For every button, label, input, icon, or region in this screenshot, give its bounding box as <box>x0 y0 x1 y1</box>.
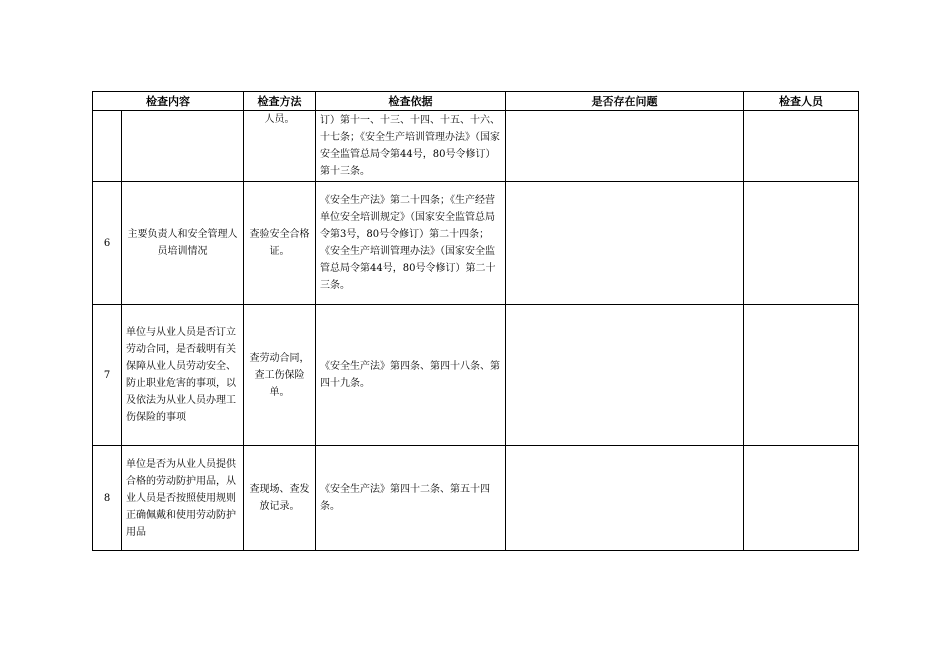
row-basis: 《安全生产法》第四条、第四十八条、第四十九条。 <box>316 305 506 446</box>
row-number <box>93 111 122 182</box>
row-inspector <box>744 111 859 182</box>
row-content <box>122 111 244 182</box>
row-content: 单位与从业人员是否订立劳动合同，是否载明有关保障从业人员劳动安全、防止职业危害的事项，以及依法为从业人员办理工伤保险的事项 <box>122 305 244 446</box>
header-issue: 是否存在问题 <box>506 92 744 111</box>
row-method: 人员。 <box>244 111 316 182</box>
row-basis: 《安全生产法》第四十二条、第五十四条。 <box>316 446 506 551</box>
header-method: 检查方法 <box>244 92 316 111</box>
row-number: 6 <box>93 182 122 305</box>
row-inspector <box>744 305 859 446</box>
row-content: 单位是否为从业人员提供合格的劳动防护用品，从业人员是否按照使用规则正确佩戴和使用劳动防护用品 <box>122 446 244 551</box>
inspection-table <box>92 91 859 551</box>
table-row <box>93 111 859 182</box>
header-content: 检查内容 <box>93 92 244 111</box>
row-method: 查验安全合格证。 <box>244 182 316 305</box>
row-inspector <box>744 182 859 305</box>
row-basis: 《安全生产法》第二十四条；《生产经营单位安全培训规定》（国家安全监管总局令第3号，80号令修订）第二十四条；《安全生产培训管理办法》（国家安全监管总局令第44号，80号令修订）第二十三条。 <box>316 182 506 305</box>
row-method: 查现场、查发放记录。 <box>244 446 316 551</box>
table-row <box>93 446 859 551</box>
row-issue <box>506 446 744 551</box>
row-content: 主要负责人和安全管理人员培训情况 <box>122 182 244 305</box>
row-issue <box>506 305 744 446</box>
table-row <box>93 182 859 305</box>
table-header-row <box>93 92 859 111</box>
header-inspector: 检查人员 <box>744 92 859 111</box>
table-row <box>93 305 859 446</box>
header-basis: 检查依据 <box>316 92 506 111</box>
row-issue <box>506 111 744 182</box>
row-number: 8 <box>93 446 122 551</box>
row-number: 7 <box>93 305 122 446</box>
row-issue <box>506 182 744 305</box>
row-basis: 订）第十一、十三、十四、十五、十六、十七条；《安全生产培训管理办法》（国家安全监管总局令第44号，80号令修订）第十三条。 <box>316 111 506 182</box>
row-method: 查劳动合同，查工伤保险单。 <box>244 305 316 446</box>
row-inspector <box>744 446 859 551</box>
